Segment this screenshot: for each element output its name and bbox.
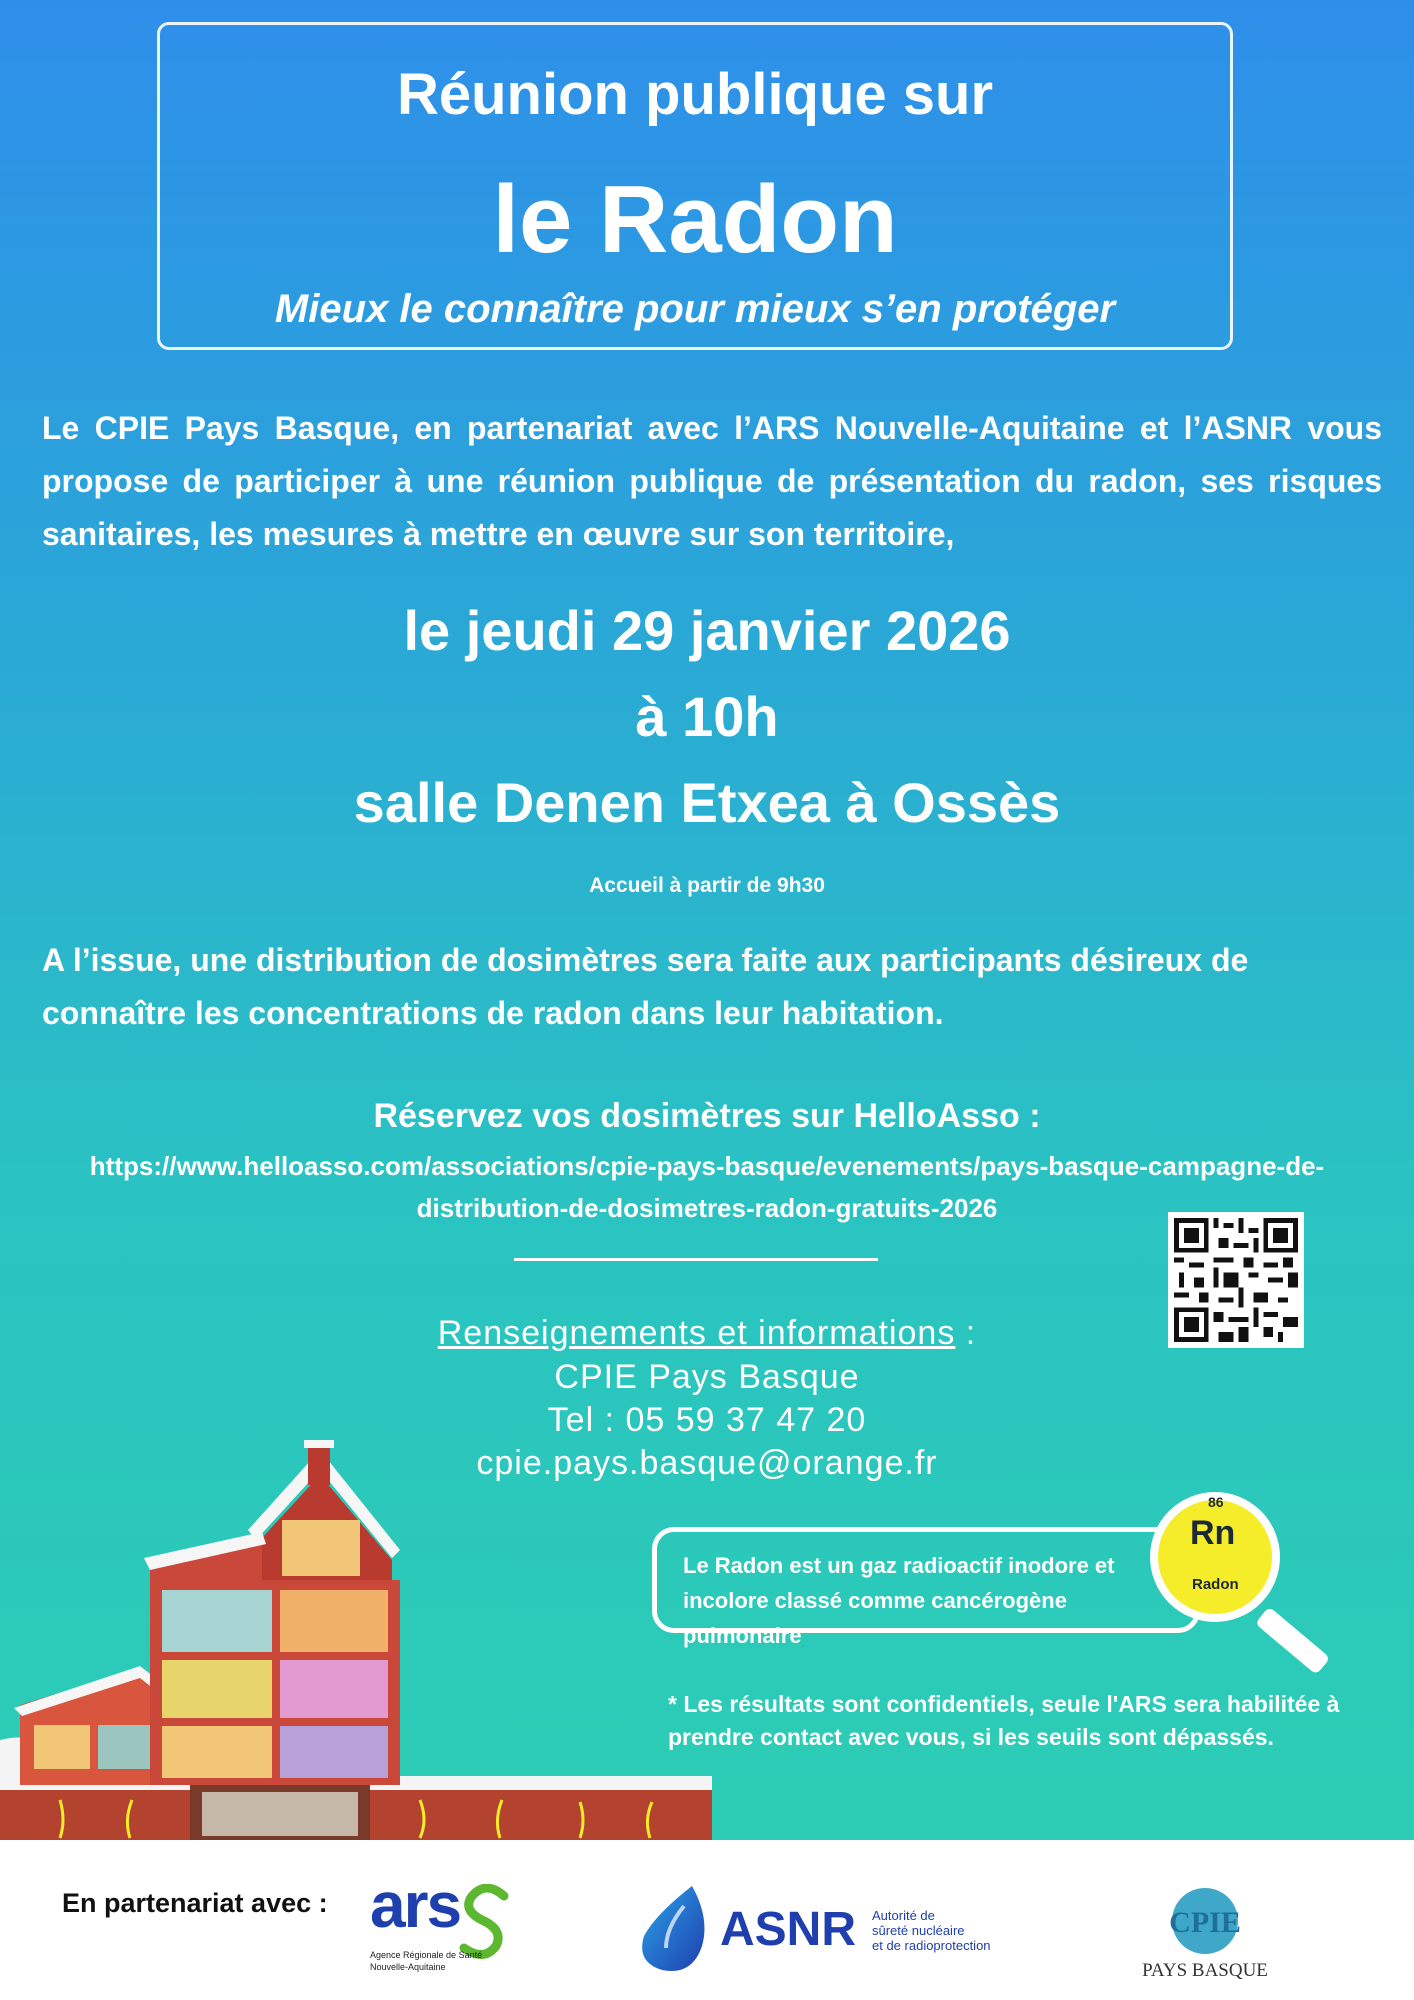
radon-element-name: Radon [1192, 1576, 1239, 1593]
asnr-name: ASNR [720, 1903, 857, 1956]
cpie-logo-text: CPIE [1169, 1906, 1241, 1939]
title-box [157, 22, 1233, 350]
contact-title-text: Renseignements et informations [437, 1314, 956, 1352]
tagline: Mieux le connaître pour mieux s’en protéger [274, 287, 1116, 331]
asnr-sub1: Autorité de [872, 1908, 935, 1923]
house-illustration [0, 1440, 720, 1840]
distribution-paragraph: A l’issue, une distribution de dosimètres sera faite aux participants désireux de connaître les concentrations de radon dans leur habitation. [42, 942, 1249, 1031]
welcome-time: Accueil à partir de 9h30 [589, 874, 825, 897]
asnr-drop-icon [636, 1884, 714, 1974]
booking-url-line2: distribution-de-dosimetres-radon-gratuits-2026 [416, 1193, 998, 1223]
asnr-subtitle [872, 1908, 991, 1953]
booking-label: Réservez vos dosimètres sur HelloAsso : [373, 1097, 1041, 1135]
contact-title-suffix: : [955, 1314, 977, 1352]
ars-logo [370, 1869, 520, 1980]
intro-paragraph: Le CPIE Pays Basque, en partenariat avec l’ARS Nouvelle-Aquitaine et l’ASNR vous propose de participer à une réunion publique de présentation du radon, ses risques sanitaires, les mesures à mettre en œuvre sur son territoire, [42, 410, 1382, 552]
radon-symbol: Rn [1190, 1514, 1236, 1552]
partner-label: En partenariat avec : [62, 1888, 328, 1918]
radon-fact-box [652, 1527, 1200, 1648]
contact-phone[interactable]: Tel : 05 59 37 47 20 [547, 1401, 867, 1439]
cpie-sub: PAYS BASQUE [1142, 1960, 1268, 1981]
booking-url-line1: https://www.helloasso.com/associations/cpie-pays-basque/evenements/pays-basque-campagne-de- [89, 1151, 1325, 1181]
ars-logo-text: ars [370, 1869, 461, 1941]
asnr-sub3: et de radioprotection [872, 1938, 991, 1953]
ars-sub1: Agence Régionale de Santé [370, 1950, 483, 1960]
contact-title [0, 1314, 1414, 1353]
contact-org: CPIE Pays Basque [554, 1358, 860, 1396]
booking-url[interactable] [80, 1145, 1334, 1229]
event-time: à 10h [635, 685, 779, 748]
ars-sub2: Nouvelle-Aquitaine [370, 1962, 446, 1972]
contact-email[interactable]: cpie.pays.basque@orange.fr [476, 1444, 938, 1482]
asnr-logo [636, 1878, 1016, 1978]
title-line1: Réunion publique sur [396, 62, 994, 127]
asnr-sub2: sûreté nucléaire [872, 1923, 965, 1938]
cpie-logo [1130, 1880, 1280, 1990]
event-date: le jeudi 29 janvier 2026 [403, 599, 1011, 662]
ars-s-icon [458, 1884, 514, 1960]
magnifier-icon [1150, 1492, 1280, 1622]
confidentiality-note: * Les résultats sont confidentiels, seule l'ARS sera habilitée à prendre contact avec vous, si les seuils sont dépassés. [668, 1691, 1340, 1750]
title-main: le Radon [492, 166, 898, 273]
divider [514, 1258, 878, 1261]
event-place: salle Denen Etxea à Ossès [353, 771, 1061, 834]
radon-atomic-number: 86 [1208, 1494, 1224, 1510]
radon-fact-text [683, 1548, 1163, 1653]
radon-fact-line1: Le Radon est un gaz radioactif inodore et [683, 1553, 1115, 1578]
radon-fact-line2: incolore classé comme cancérogène pulmonaire [683, 1588, 1067, 1648]
